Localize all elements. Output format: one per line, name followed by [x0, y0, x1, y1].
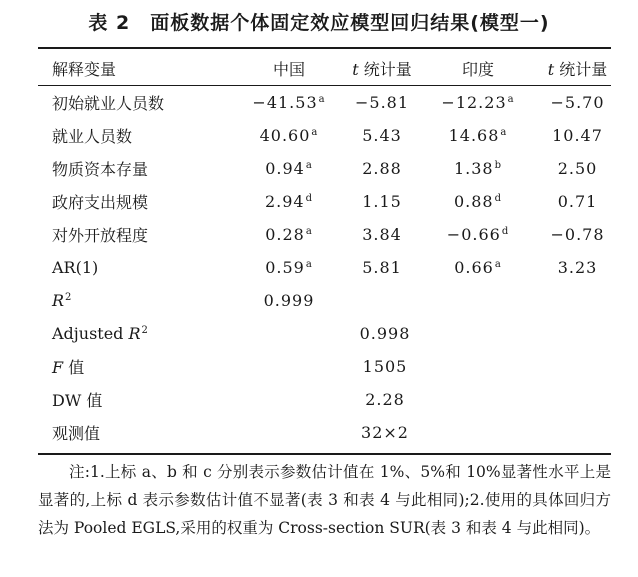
- f-value: 1505: [362, 357, 408, 376]
- t-letter: t: [352, 59, 359, 79]
- significance-mark: d: [305, 193, 314, 204]
- stat-row-adjusted-r2: [38, 317, 625, 350]
- significance-mark: d: [501, 226, 510, 237]
- coef-value: 0.66: [454, 258, 494, 277]
- adjusted-r2-value: 0.998: [359, 324, 411, 343]
- table-row: [38, 218, 625, 251]
- f-suffix: 值: [63, 358, 85, 377]
- t-stat-text: 统计量: [363, 59, 412, 79]
- t-stat-text: 统计量: [559, 59, 608, 79]
- india-t-stat: 2.50: [557, 159, 598, 178]
- stat-row-r2: [38, 284, 625, 317]
- china-t-stat: 3.84: [362, 225, 402, 244]
- china-coefficient: [240, 251, 338, 284]
- dw-label: DW 值: [52, 391, 103, 410]
- india-coefficient: [426, 251, 530, 284]
- india-t-stat: 0.71: [557, 192, 598, 211]
- t-letter: t: [547, 59, 555, 79]
- f-label: [38, 350, 240, 383]
- india-coefficient: [426, 119, 530, 152]
- coef-value: 0.28: [265, 225, 305, 244]
- china-coefficient: [240, 218, 338, 251]
- table-row: [38, 185, 625, 218]
- r2-value: 0.999: [263, 291, 315, 310]
- significance-mark: d: [494, 193, 503, 204]
- india-coefficient: [426, 152, 530, 185]
- adjusted-text: Adjusted: [52, 324, 129, 343]
- coef-value: 0.59: [265, 258, 305, 277]
- coef-value: 2.94: [264, 192, 305, 211]
- table-row: [38, 119, 625, 152]
- table-row: [38, 152, 625, 185]
- dw-value: 2.28: [365, 390, 405, 409]
- r-letter: R: [128, 324, 141, 343]
- row-variable-name: 政府支出规模: [52, 193, 149, 212]
- header-t-stat-china: [338, 50, 426, 86]
- significance-mark: a: [305, 226, 313, 237]
- table-title: 表 2 面板数据个体固定效应模型回归结果(模型一): [88, 12, 550, 34]
- table-row: [38, 86, 625, 119]
- china-t-stat: 5.43: [362, 126, 402, 145]
- coef-value: 1.38: [453, 159, 494, 178]
- row-variable-name: 初始就业人员数: [52, 94, 165, 113]
- china-coefficient: [240, 119, 338, 152]
- india-coefficient: [426, 218, 530, 251]
- significance-mark: a: [311, 127, 319, 138]
- coef-value: 14.68: [448, 126, 500, 145]
- coef-value: 0.94: [265, 159, 305, 178]
- adjusted-r2-label: [38, 317, 240, 350]
- table-header-row: [38, 50, 625, 86]
- coef-value: 40.60: [259, 126, 311, 145]
- significance-mark: a: [318, 94, 326, 105]
- row-variable-name: 对外开放程度: [52, 226, 149, 245]
- f-letter: F: [52, 358, 64, 377]
- china-coefficient: [240, 86, 338, 119]
- superscript-two: 2: [65, 292, 72, 303]
- observations-label: 观测值: [52, 424, 101, 443]
- regression-table: [38, 50, 625, 449]
- significance-mark: a: [507, 94, 515, 105]
- india-t-stat: 3.23: [557, 258, 598, 277]
- row-variable-name: AR(1): [52, 258, 99, 277]
- india-t-stat: 10.47: [552, 126, 603, 145]
- significance-mark: a: [494, 259, 502, 270]
- r2-label: [38, 284, 240, 317]
- coef-value: −12.23: [441, 93, 507, 112]
- stat-row-f: [38, 350, 625, 383]
- stat-row-observations: [38, 416, 625, 449]
- china-coefficient: [240, 152, 338, 185]
- india-t-stat: −5.70: [550, 93, 605, 112]
- row-variable-name: 物质资本存量: [52, 160, 149, 179]
- china-t-stat: 1.15: [362, 192, 402, 211]
- china-t-stat: −5.81: [354, 93, 410, 112]
- header-india: 印度: [461, 59, 494, 79]
- coef-value: 0.88: [453, 192, 494, 211]
- significance-mark: a: [500, 127, 508, 138]
- observations-value: 32×2: [361, 423, 409, 442]
- significance-mark: a: [305, 160, 313, 171]
- significance-mark: a: [305, 259, 313, 270]
- table-note: 注:1.上标 a、b 和 c 分别表示参数估计值在 1%、5%和 10%显著性水平上是显著的,上标 d 表示参数估计值不显著(表 3 和表 4 与此相同);2.使用的具体回归方法为 Pooled EGLS,采用的权重为 Cross-section SUR(表 3 和表 4 与此相同)。: [38, 463, 611, 537]
- bottom-rule: [38, 453, 611, 455]
- china-t-stat: 2.88: [362, 159, 402, 178]
- top-rule: [38, 47, 611, 49]
- superscript-two: 2: [141, 325, 148, 336]
- china-coefficient: [240, 185, 338, 218]
- header-variable: 解释变量: [52, 59, 117, 79]
- stat-row-dw: [38, 383, 625, 416]
- table-row: [38, 251, 625, 284]
- coef-value: −41.53: [252, 93, 318, 112]
- row-variable-name: 就业人员数: [52, 127, 133, 146]
- china-t-stat: 5.81: [362, 258, 402, 277]
- significance-mark: b: [494, 160, 503, 171]
- india-coefficient: [426, 86, 530, 119]
- india-coefficient: [426, 185, 530, 218]
- header-t-stat-india: [530, 50, 625, 86]
- r-letter: R: [52, 291, 65, 310]
- header-china: 中国: [272, 59, 305, 79]
- coef-value: −0.66: [446, 225, 501, 244]
- india-t-stat: −0.78: [550, 225, 605, 244]
